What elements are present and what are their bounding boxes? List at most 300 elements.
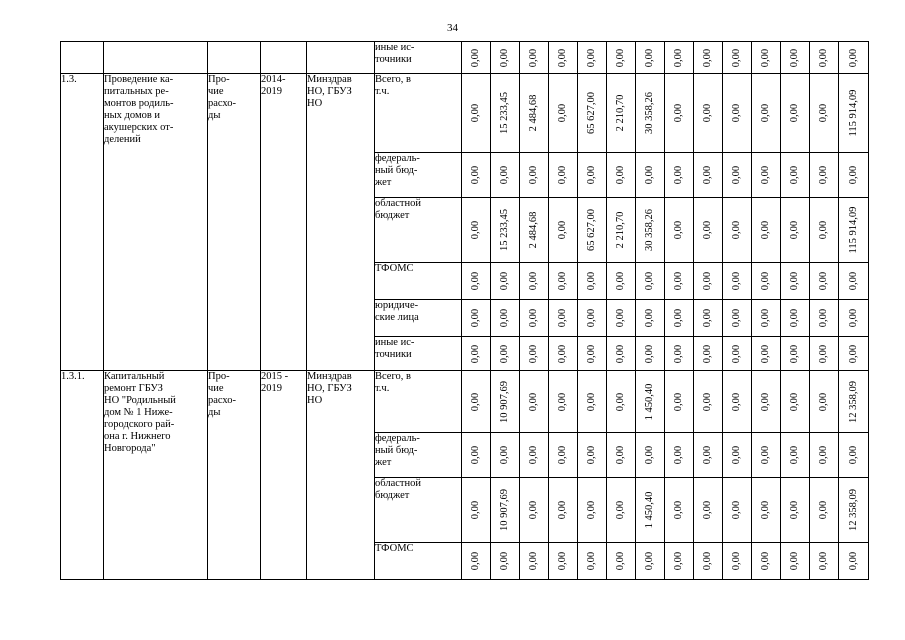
amount-value: 65 627,00 [586, 92, 597, 134]
amount-value: 0,00 [644, 271, 655, 291]
amount-cell [520, 74, 549, 153]
amount-cell [578, 337, 607, 371]
amount-cell [636, 42, 665, 74]
amount-cell [781, 300, 810, 337]
amount-cell [665, 543, 694, 580]
amount-cell [636, 153, 665, 198]
amount-value: 15 233,45 [499, 92, 510, 134]
amount-cell [520, 337, 549, 371]
amount-value: 0,00 [615, 445, 626, 465]
amount-value: 0,00 [586, 344, 597, 363]
amount-value: 0,00 [528, 48, 539, 67]
amount-value: 0,00 [673, 344, 684, 363]
amount-value: 0,00 [586, 48, 597, 67]
funding-source-label: ный бюд- [375, 445, 418, 456]
amount-cell [636, 263, 665, 300]
funding-source-label: ские лица [375, 312, 419, 323]
amount-value: 0,00 [499, 445, 510, 465]
amount-cell [810, 74, 839, 153]
amount-cell [752, 74, 781, 153]
measure-name [104, 74, 208, 371]
amount-value: 0,00 [673, 165, 684, 185]
amount-cell [810, 478, 839, 543]
amount-cell [665, 263, 694, 300]
funding-source-label: ТФОМС [375, 263, 414, 274]
executor [307, 74, 375, 371]
amount-value: 0,00 [644, 308, 655, 328]
amount-cell [694, 433, 723, 478]
amount-cell [810, 371, 839, 433]
measure-name-line: Проведение ка- [104, 74, 174, 85]
amount-value: 0,00 [557, 392, 568, 411]
amount-value: 0,00 [644, 445, 655, 465]
funding-source-label: Всего, в [375, 371, 411, 382]
amount-value: 2 210,70 [615, 94, 626, 132]
funding-source-cell [375, 153, 462, 198]
amount-value: 0,00 [760, 308, 771, 328]
amount-value: 0,00 [673, 551, 684, 571]
amount-value: 0,00 [731, 48, 742, 67]
amount-value: 2 484,68 [528, 94, 539, 132]
amount-cell [491, 543, 520, 580]
amount-value: 0,00 [644, 48, 655, 67]
amount-value: 0,00 [470, 165, 481, 185]
measure-name-line: ремонт ГБУЗ [104, 383, 163, 394]
expense-type-line: расхо- [208, 98, 237, 109]
amount-value: 0,00 [847, 271, 859, 291]
amount-cell [578, 74, 607, 153]
amount-value: 0,00 [847, 308, 859, 328]
amount-value: 0,00 [470, 308, 481, 328]
amount-value: 0,00 [557, 308, 568, 328]
amount-value: 0,00 [731, 271, 742, 291]
amount-cell [549, 337, 578, 371]
amount-cell [491, 371, 520, 433]
amount-value: 0,00 [818, 551, 829, 571]
amount-cell [839, 42, 869, 74]
measure-code-line: 1.3.1. [61, 371, 85, 382]
amount-value: 0,00 [818, 271, 829, 291]
amount-cell [781, 263, 810, 300]
amount-value: 0,00 [789, 271, 800, 291]
amount-cell [839, 543, 869, 580]
amount-value: 30 358,26 [644, 209, 655, 251]
expense-type [208, 74, 261, 371]
funding-table [60, 41, 869, 580]
amount-cell [781, 74, 810, 153]
amount-value: 115 914,09 [847, 206, 859, 254]
amount-value: 0,00 [789, 344, 800, 363]
amount-cell [723, 478, 752, 543]
amount-cell [520, 433, 549, 478]
amount-value: 0,00 [731, 103, 742, 123]
amount-value: 0,00 [557, 551, 568, 571]
amount-value: 0,00 [644, 165, 655, 185]
funding-source-cell [375, 198, 462, 263]
amount-cell [462, 42, 491, 74]
amount-cell [520, 263, 549, 300]
amount-value: 0,00 [731, 500, 742, 520]
amount-cell [607, 263, 636, 300]
funding-source-label: бюджет [375, 210, 410, 221]
amount-cell [694, 42, 723, 74]
amount-value: 0,00 [557, 445, 568, 465]
amount-value: 12 358,09 [847, 489, 859, 531]
measure-code [61, 74, 104, 371]
amount-cell [752, 371, 781, 433]
amount-cell [665, 433, 694, 478]
amount-cell [491, 198, 520, 263]
amount-value: 0,00 [818, 445, 829, 465]
amount-value: 0,00 [557, 220, 568, 240]
expense-type-line: ды [208, 407, 221, 418]
amount-cell [520, 478, 549, 543]
amount-value: 0,00 [847, 165, 859, 185]
amount-value: 0,00 [760, 392, 771, 411]
amount-value: 0,00 [557, 344, 568, 363]
amount-value: 0,00 [470, 48, 481, 67]
amount-cell [694, 263, 723, 300]
funding-source-label: жет [375, 177, 392, 188]
amount-value: 0,00 [818, 48, 829, 67]
amount-value: 0,00 [731, 445, 742, 465]
amount-value: 0,00 [499, 344, 510, 363]
funding-source-label: иные ис- [375, 42, 415, 53]
funding-source-label: т.ч. [375, 86, 390, 97]
amount-cell [636, 371, 665, 433]
amount-cell [607, 543, 636, 580]
amount-value: 0,00 [673, 445, 684, 465]
amount-value: 0,00 [731, 220, 742, 240]
amount-value: 0,00 [789, 308, 800, 328]
amount-value: 0,00 [760, 445, 771, 465]
amount-value: 0,00 [847, 551, 859, 571]
amount-value: 0,00 [528, 392, 539, 411]
amount-cell [723, 153, 752, 198]
amount-cell [665, 198, 694, 263]
amount-cell [636, 74, 665, 153]
amount-cell [752, 263, 781, 300]
amount-value: 0,00 [644, 551, 655, 571]
amount-cell [694, 300, 723, 337]
amount-value: 0,00 [818, 344, 829, 363]
measure-name-line: акушерских от- [104, 122, 174, 133]
amount-cell [665, 42, 694, 74]
table-row [61, 42, 869, 74]
amount-value: 0,00 [673, 103, 684, 123]
amount-value: 115 914,09 [847, 89, 859, 137]
amount-cell [491, 153, 520, 198]
amount-value: 0,00 [818, 220, 829, 240]
amount-value: 0,00 [731, 344, 742, 363]
amount-cell [752, 300, 781, 337]
amount-value: 0,00 [789, 551, 800, 571]
amount-cell [520, 42, 549, 74]
amount-cell [491, 300, 520, 337]
amount-value: 0,00 [586, 308, 597, 328]
amount-cell [636, 337, 665, 371]
measure-name-line: питальных ре- [104, 86, 169, 97]
amount-cell [694, 478, 723, 543]
amount-value: 0,00 [789, 445, 800, 465]
amount-value: 0,00 [528, 500, 539, 520]
funding-source-label: областной [375, 478, 421, 489]
amount-cell [549, 478, 578, 543]
amount-value: 0,00 [470, 344, 481, 363]
amount-value: 0,00 [470, 220, 481, 240]
amount-value: 0,00 [731, 308, 742, 328]
amount-cell [578, 371, 607, 433]
funding-source-label: Всего, в [375, 74, 411, 85]
amount-cell [578, 263, 607, 300]
amount-cell [810, 337, 839, 371]
amount-cell [723, 433, 752, 478]
amount-value: 0,00 [586, 271, 597, 291]
funding-source-label: ТФОМС [375, 543, 414, 554]
amount-value: 0,00 [470, 500, 481, 520]
amount-cell [549, 300, 578, 337]
amount-cell [607, 198, 636, 263]
amount-value: 0,00 [615, 392, 626, 411]
amount-cell [781, 337, 810, 371]
amount-value: 0,00 [499, 308, 510, 328]
amount-value: 0,00 [557, 48, 568, 67]
amount-cell [810, 153, 839, 198]
funding-source-label: т.ч. [375, 383, 390, 394]
amount-cell [636, 543, 665, 580]
measure-code [61, 371, 104, 580]
funding-source-label: областной [375, 198, 421, 209]
amount-cell [491, 478, 520, 543]
amount-value: 0,00 [615, 271, 626, 291]
amount-value: 0,00 [702, 344, 713, 363]
amount-value: 0,00 [818, 308, 829, 328]
amount-value: 0,00 [789, 165, 800, 185]
amount-value: 0,00 [615, 308, 626, 328]
amount-cell [810, 42, 839, 74]
empty-cell [61, 42, 104, 74]
amount-cell [607, 371, 636, 433]
empty-cell [208, 42, 261, 74]
amount-value: 0,00 [557, 271, 568, 291]
amount-value: 0,00 [760, 220, 771, 240]
amount-cell [462, 337, 491, 371]
amount-cell [694, 371, 723, 433]
amount-cell [723, 42, 752, 74]
amount-value: 0,00 [673, 48, 684, 67]
amount-value: 0,00 [818, 392, 829, 411]
executor-line: НО, ГБУЗ [307, 86, 352, 97]
funding-source-label: бюджет [375, 490, 410, 501]
amount-cell [781, 433, 810, 478]
amount-cell [781, 153, 810, 198]
amount-cell [636, 198, 665, 263]
amount-value: 0,00 [760, 500, 771, 520]
amount-cell [810, 263, 839, 300]
amount-value: 0,00 [557, 165, 568, 185]
amount-cell [462, 153, 491, 198]
measure-name-line: Новгорода" [104, 443, 156, 454]
amount-value: 0,00 [731, 165, 742, 185]
executor [307, 371, 375, 580]
amount-value: 0,00 [615, 500, 626, 520]
amount-cell [781, 478, 810, 543]
amount-value: 0,00 [789, 500, 800, 520]
amount-value: 10 907,69 [499, 380, 510, 423]
amount-cell [839, 153, 869, 198]
funding-table-body [61, 42, 869, 580]
funding-source-cell [375, 300, 462, 337]
amount-value: 0,00 [615, 551, 626, 571]
amount-cell [636, 478, 665, 543]
amount-cell [694, 337, 723, 371]
empty-cell [261, 42, 307, 74]
amount-value: 0,00 [499, 165, 510, 185]
amount-cell [665, 337, 694, 371]
amount-cell [723, 74, 752, 153]
expense-type-line: чие [208, 86, 224, 97]
amount-cell [491, 42, 520, 74]
amount-cell [810, 543, 839, 580]
amount-value: 0,00 [702, 220, 713, 240]
amount-value: 0,00 [557, 103, 568, 123]
amount-cell [578, 42, 607, 74]
expense-type-line: расхо- [208, 395, 237, 406]
amount-cell [549, 153, 578, 198]
measure-name-line: ных домов и [104, 110, 161, 121]
amount-value: 0,00 [760, 271, 771, 291]
amount-cell [781, 198, 810, 263]
amount-value: 0,00 [847, 344, 859, 363]
amount-cell [839, 371, 869, 433]
amount-value: 0,00 [702, 271, 713, 291]
amount-cell [491, 337, 520, 371]
table-row [61, 371, 869, 433]
amount-value: 0,00 [586, 500, 597, 520]
amount-value: 0,00 [499, 271, 510, 291]
amount-cell [520, 300, 549, 337]
amount-value: 0,00 [760, 103, 771, 123]
amount-cell [665, 74, 694, 153]
amount-cell [839, 263, 869, 300]
implementation-period-line: 2019 [261, 383, 282, 394]
funding-source-cell [375, 478, 462, 543]
amount-value: 0,00 [818, 165, 829, 185]
measure-code-line: 1.3. [61, 74, 77, 85]
funding-source-label: иные ис- [375, 337, 415, 348]
measure-name-line: дом № 1 Ниже- [104, 407, 173, 418]
amount-cell [491, 433, 520, 478]
amount-cell [810, 198, 839, 263]
funding-source-cell [375, 433, 462, 478]
amount-value: 0,00 [470, 103, 481, 123]
amount-value: 0,00 [731, 551, 742, 571]
amount-cell [839, 198, 869, 263]
amount-value: 0,00 [760, 551, 771, 571]
measure-name-line: Капитальный [104, 371, 165, 382]
amount-cell [723, 337, 752, 371]
amount-cell [752, 478, 781, 543]
amount-cell [752, 153, 781, 198]
amount-value: 0,00 [789, 103, 800, 123]
amount-value: 0,00 [760, 165, 771, 185]
funding-source-label: ный бюд- [375, 165, 418, 176]
amount-cell [839, 74, 869, 153]
amount-cell [491, 74, 520, 153]
amount-value: 0,00 [615, 165, 626, 185]
amount-cell [549, 371, 578, 433]
amount-value: 0,00 [673, 220, 684, 240]
amount-value: 0,00 [760, 48, 771, 67]
amount-cell [723, 198, 752, 263]
funding-source-label: юридиче- [375, 300, 419, 311]
amount-value: 0,00 [470, 392, 481, 411]
amount-cell [694, 198, 723, 263]
amount-cell [607, 337, 636, 371]
amount-value: 0,00 [528, 344, 539, 363]
amount-cell [781, 371, 810, 433]
amount-value: 12 358,09 [847, 380, 859, 423]
amount-value: 0,00 [499, 551, 510, 571]
amount-cell [578, 300, 607, 337]
amount-value: 0,00 [789, 220, 800, 240]
measure-name-line: городского рай- [104, 419, 175, 430]
empty-cell [307, 42, 375, 74]
amount-cell [781, 543, 810, 580]
amount-cell [839, 300, 869, 337]
implementation-period [261, 371, 307, 580]
funding-source-label: федераль- [375, 153, 420, 164]
amount-cell [462, 371, 491, 433]
implementation-period-line: 2014- [261, 74, 286, 85]
amount-cell [607, 433, 636, 478]
amount-cell [752, 543, 781, 580]
funding-source-label: федераль- [375, 433, 420, 444]
amount-cell [810, 433, 839, 478]
amount-cell [462, 300, 491, 337]
amount-cell [723, 300, 752, 337]
measure-name-line: она г. Нижнего [104, 431, 171, 442]
amount-value: 0,00 [818, 500, 829, 520]
amount-value: 0,00 [528, 165, 539, 185]
amount-cell [752, 42, 781, 74]
amount-value: 0,00 [673, 271, 684, 291]
funding-source-label: точники [375, 54, 412, 65]
amount-value: 1 450,40 [644, 383, 655, 420]
implementation-period-line: 2015 - [261, 371, 289, 382]
measure-name-line: НО "Родильный [104, 395, 176, 406]
amount-value: 0,00 [731, 392, 742, 411]
amount-value: 0,00 [499, 48, 510, 67]
amount-value: 2 484,68 [528, 211, 539, 249]
amount-value: 0,00 [702, 48, 713, 67]
amount-value: 0,00 [789, 392, 800, 411]
amount-cell [636, 300, 665, 337]
amount-value: 0,00 [702, 308, 713, 328]
amount-cell [723, 543, 752, 580]
amount-cell [723, 263, 752, 300]
amount-value: 0,00 [673, 500, 684, 520]
executor-line: НО [307, 98, 323, 109]
executor-line: НО [307, 395, 323, 406]
amount-cell [607, 42, 636, 74]
amount-cell [520, 543, 549, 580]
amount-value: 0,00 [470, 271, 481, 291]
amount-cell [520, 153, 549, 198]
amount-value: 0,00 [528, 308, 539, 328]
amount-cell [549, 74, 578, 153]
funding-source-cell [375, 263, 462, 300]
